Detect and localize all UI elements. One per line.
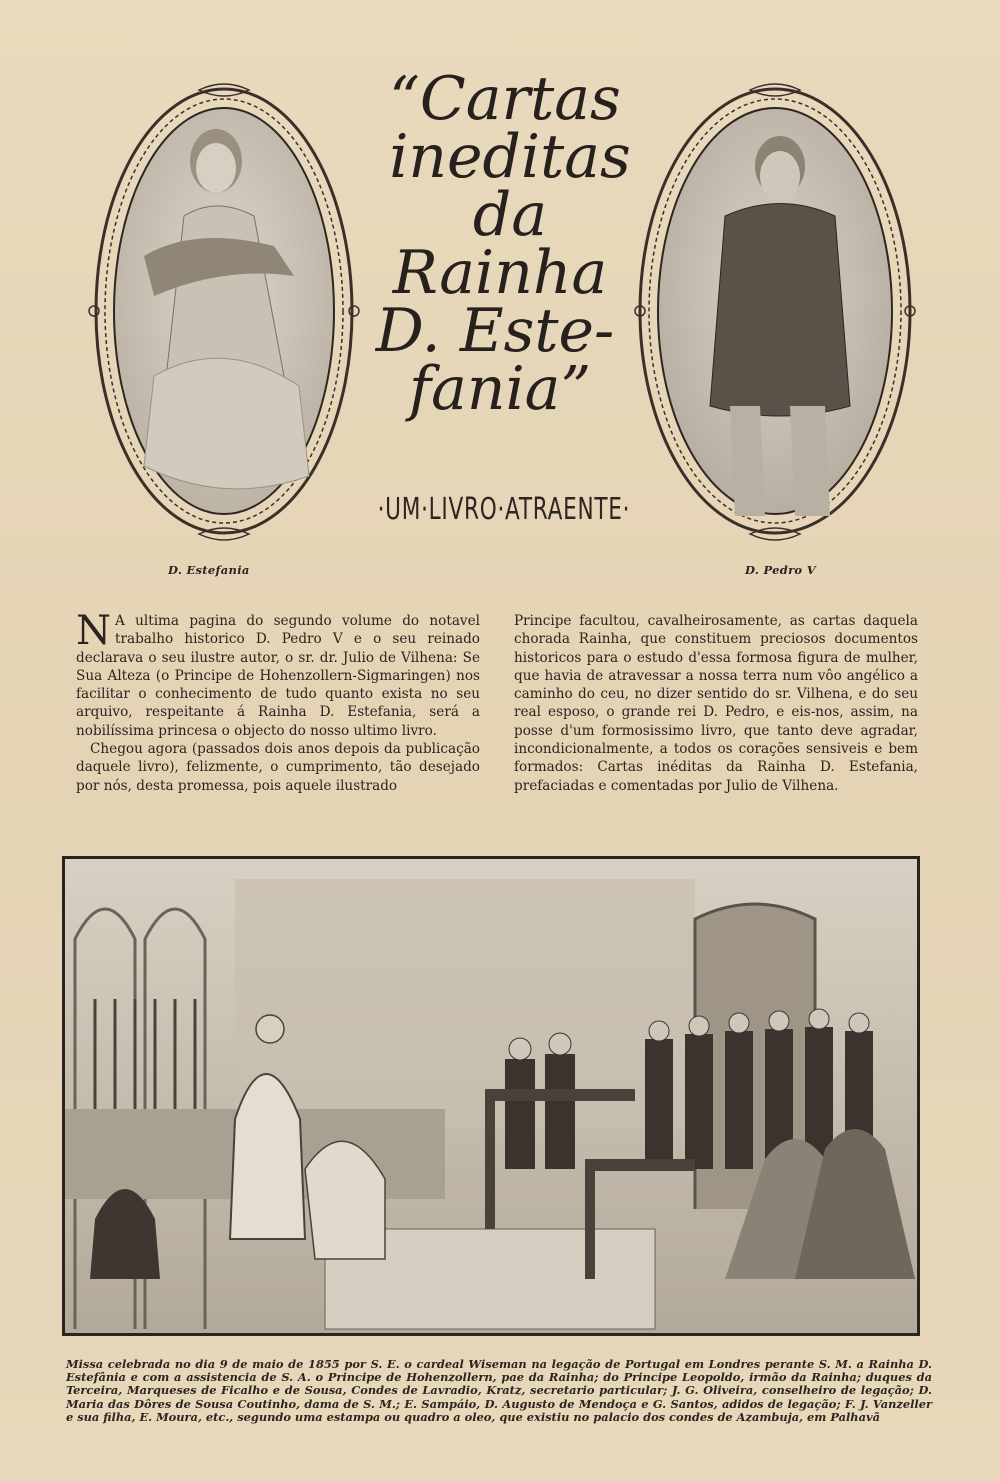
- portrait-pedro: [630, 76, 930, 556]
- paragraph-1-text: A ultima pagina do segundo volume do notavel trabalho historico D. Pedro V e o seu reinado declarava o seu ilustre autor, o sr. dr. Julio de Vilhena: Se Sua Alteza (o Principe de Hohenzollern-Sigmaringen) nos facilitar o conhecimento de tudo quanto exista no seu arquivo, respeitante á Rainha D. Estefania, será a nobilíssima princesa o objecto do nosso ultimo livro.: [76, 613, 480, 739]
- article-subtitle: ·UM·LIVRO·ATRAENTE·: [377, 492, 631, 527]
- portrait-frame-estefania: [84, 76, 334, 516]
- title-line-6: fania”: [408, 354, 592, 424]
- mass-engraving-illustration: [65, 859, 917, 1333]
- portrait-estefania: [84, 76, 374, 556]
- title-line-5: D. Este-: [375, 296, 615, 366]
- article-title: [360, 64, 640, 424]
- paragraph-2: Chegou agora (passados dois anos depois da publicação daquele livro), felizmente, o cumprimento, tão desejado por nós, desta promessa, pois aquele ilustrado: [76, 741, 480, 794]
- article-column-2: [514, 612, 918, 795]
- paragraph-3: Principe facultou, cavalheirosamente, as cartas daquela chorada Rainha, que constituem preciosos documentos historicos para o estudo d'essa formosa figura de mulher, que havia de atravessar a nossa terra num vôo angélico a caminho do ceu, no dizer sentido do sr. Vilhena, e do seu real esposo, o grande rei D. Pedro, e eis-nos, assim, na posse d'um formosissimo livro, que tanto deve agradar, incondicionalmente, a todos os corações sensiveis e bem formados: Cartas inéditas da Rainha D. Estefania, prefaciadas e comentadas por Julio de Vilhena.: [514, 613, 918, 794]
- title-line-3: da: [472, 180, 548, 250]
- title-line-4: Rainha: [392, 238, 608, 308]
- engraving-caption: Missa celebrada no dia 9 de maio de 1855 por S. E. o cardeal Wiseman na legação de Portugal em Londres perante S. M. a Rainha D. Estefânia e com a assistencia de S. A. o Principe de Hohenzollern, pae da Rainha; do Principe Leopoldo, irmão da Rainha; duques da Terceira, Marqueses de Ficalho e de Sousa, Condes de Lavradio, Kratz, secretario particular; J. G. Oliveira, conselheiro de legação; D. Maria das Dôres de Sousa Coutinho, dama de S. M.; E. Sampáio, D. Augusto de Mendoça e G. Santos, adidos de legação; F. J. Vanzeller e sua filha, E. Moura, etc., segundo uma estampa ou quadro a oleo, que existiu no palacio dos condes de Azambuja, em Palhavã: [66, 1357, 932, 1424]
- dropcap: N: [76, 608, 111, 654]
- caption-estefania: D. Estefania: [168, 563, 250, 577]
- engraving-image: [62, 856, 920, 1336]
- title-line-2: ineditas: [389, 122, 631, 192]
- caption-pedro: D. Pedro V: [745, 563, 816, 577]
- portrait-frame-pedro: [630, 76, 880, 516]
- article-column-1: [76, 608, 480, 795]
- title-line-1: “Cartas: [389, 64, 621, 134]
- paragraph-1: [76, 608, 480, 740]
